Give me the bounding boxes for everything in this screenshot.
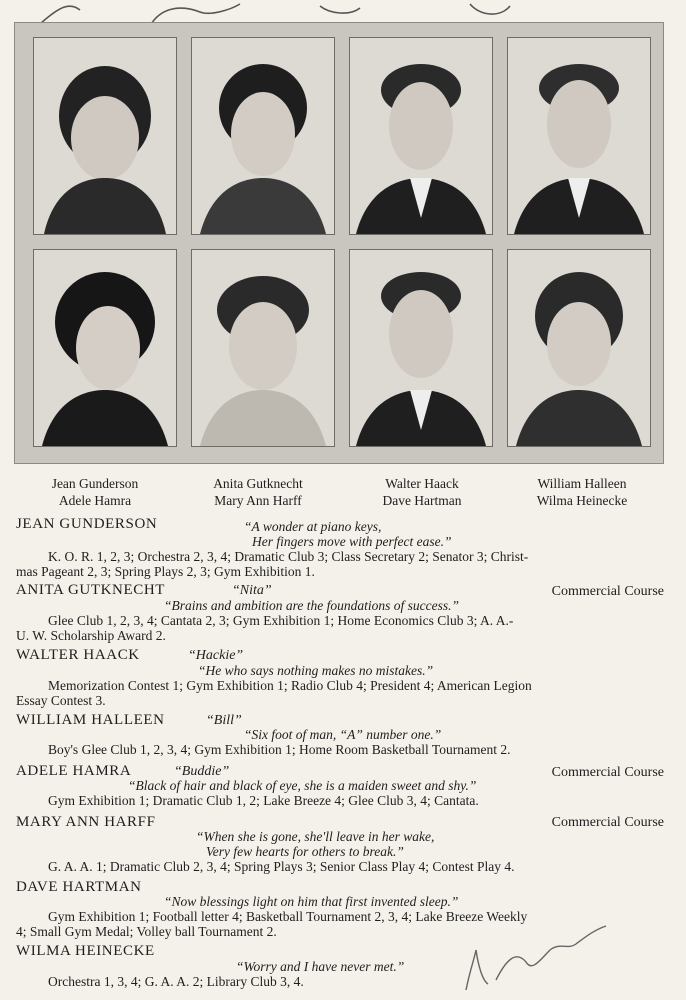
entry-course: Commercial Course [551,815,664,830]
entry-nickname: “Nita” [232,583,272,598]
portrait-wilma-heinecke [507,249,651,447]
portrait-dave-hartman [349,249,493,447]
caption: Anita Gutknecht [213,476,303,491]
caption: Wilma Heinecke [536,493,628,508]
entry-name: WILMA HEINECKE [16,943,155,959]
entry-activities: Glee Club 1, 2, 3, 4; Cantata 2, 3; Gym Exhibition 1; Home Economics Club 3; A. A.- U. W. Scholarship Award 2. [16,613,514,643]
caption: Adele Hamra [58,493,132,508]
entry-nickname: “Hackie” [188,648,244,663]
caption: William Halleen [537,476,627,491]
entry-activities: K. O. R. 1, 2, 3; Orchestra 2, 3, 4; Dramatic Club 3; Class Secretary 2; Senator 3; Christ- mas Pageant 2, 3; Spring Plays 2, 3; Gym Exhibition 1. [16,549,529,579]
entry-quote: “He who says nothing makes no mistakes.” [198,663,434,678]
entry-nickname: “Bill” [206,713,242,728]
caption-row-2 [20,493,660,513]
portrait-william-halleen [507,37,651,235]
entry-course: Commercial Course [551,765,664,780]
entry-name: DAVE HARTMAN [16,879,142,895]
caption: Mary Ann Harff [214,493,302,508]
entry-quote: “Six foot of man, “A” number one.” [244,727,442,742]
portrait-jean-gunderson [33,37,177,235]
entry-name: JEAN GUNDERSON [16,516,158,532]
entry-quote: “Brains and ambition are the foundations of success.” [164,598,460,613]
entry-name: ANITA GUTKNECHT [16,582,166,598]
entry-activities: Gym Exhibition 1; Football letter 4; Basketball Tournament 2, 3, 4; Lake Breeze Weekly 4; Small Gym Medal; Volley ball Tournament 2. [16,909,528,939]
entry-name: MARY ANN HARFF [16,814,156,830]
entry-course: Commercial Course [551,584,664,599]
entry-quote: “Worry and I have never met.” [236,959,405,974]
portrait-walter-haack [349,37,493,235]
entry-name: WILLIAM HALLEEN [16,712,165,728]
entry-quote: Very few hearts for others to break.” [206,844,404,859]
entry-quote: “When she is gone, she'll leave in her wake, [196,829,435,844]
entry-name: WALTER HAACK [16,647,140,663]
entry-nickname: “Buddie” [174,764,230,779]
entry-activities: Memorization Contest 1; Gym Exhibition 1; Radio Club 4; President 4; American Legion Essay Contest 3. [16,678,532,708]
caption: Jean Gunderson [51,476,139,491]
caption: Dave Hartman [382,493,462,508]
portrait-adele-hamra [33,249,177,447]
entry-activities: G. A. A. 1; Dramatic Club 2, 3, 4; Spring Plays 3; Senior Class Play 4; Contest Play 4. [48,859,515,874]
entry-quote: “Black of hair and black of eye, she is a maiden sweet and shy.” [128,778,477,793]
entry-quote: “Now blessings light on him that first invented sleep.” [164,894,459,909]
portrait-mary-ann-harff [191,249,335,447]
caption: Walter Haack [385,476,459,491]
entry-name: ADELE HAMRA [16,763,132,779]
handwritten-signature [456,920,616,1000]
entry-activities: Boy's Glee Club 1, 2, 3, 4; Gym Exhibition 1; Home Room Basketball Tournament 2. [48,742,511,757]
portrait-anita-gutknecht [191,37,335,235]
photo-panel [14,22,664,464]
entry-quote: “A wonder at piano keys, [244,519,382,534]
entry-quote: Her fingers move with perfect ease.” [252,534,452,549]
entry-activities: Gym Exhibition 1; Dramatic Club 1, 2; Lake Breeze 4; Glee Club 3, 4; Cantata. [48,793,479,808]
entry-activities: Orchestra 1, 3, 4; G. A. A. 2; Library Club 3, 4. [48,974,304,989]
